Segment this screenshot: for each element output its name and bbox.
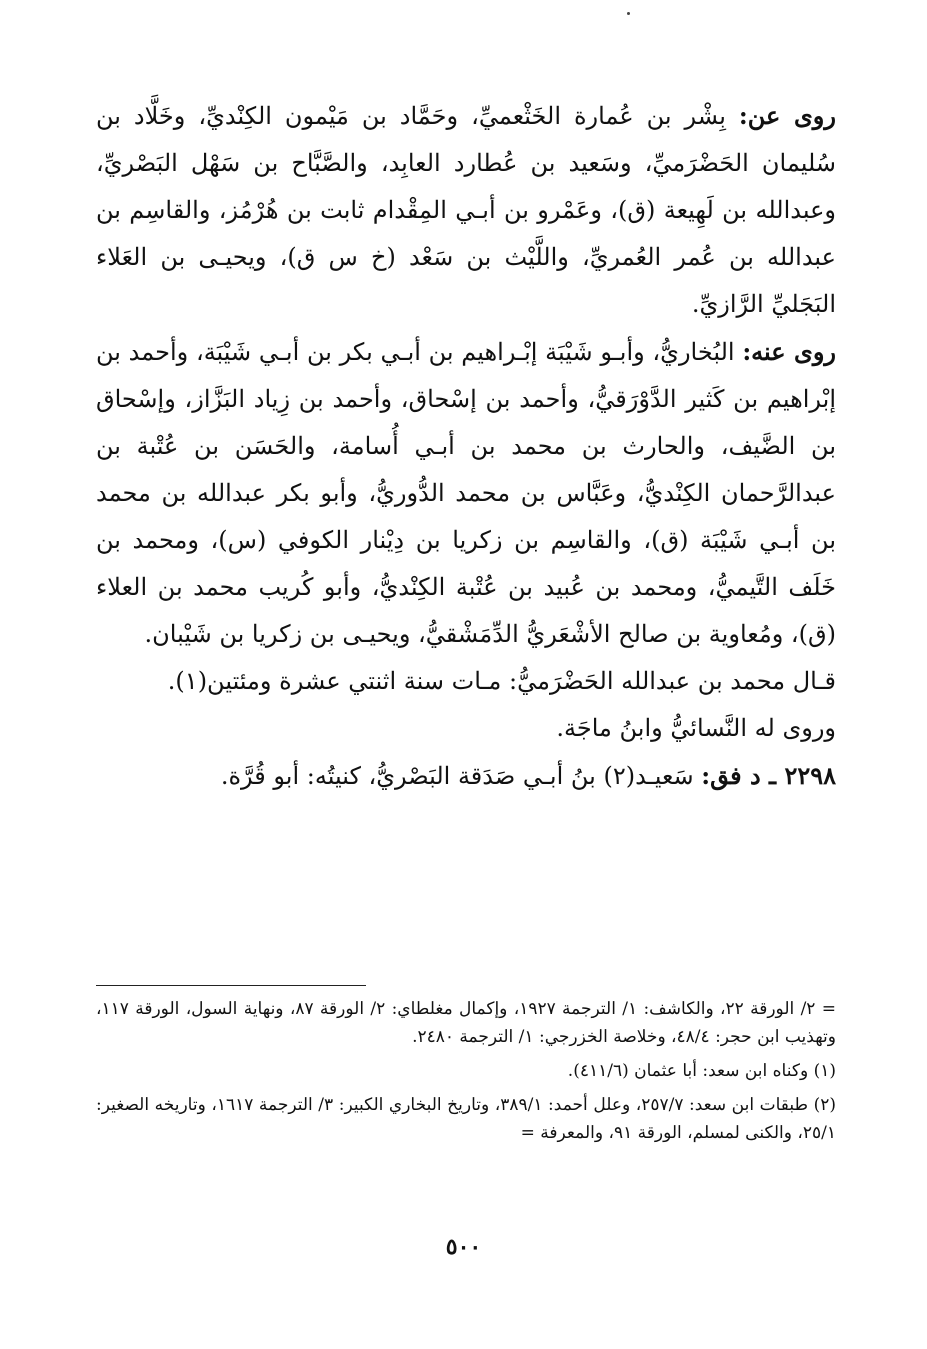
- paragraph-label: روى عنه:: [742, 337, 837, 366]
- paragraph-narrated-from: [96, 92, 836, 328]
- footnote-continued: = ٢/ الورقة ٢٢، والكاشف: ١/ الترجمة ١٩٢٧، وإكمال مغلطاي: ٢/ الورقة ٨٧، ونهاية السول، الورقة ١١٧، وتهذيب ابن حجر: ٤٨/٤، وخلاصة الخزرجي: ١/ الترجمة ٢٤٨٠.: [96, 999, 837, 1047]
- footnote-divider: [96, 985, 366, 986]
- paragraph-narrators: [96, 705, 836, 752]
- paragraph-text: قـال محمد بن عبدالله الحَضْرَميُّ: مـات سنة اثنتي عشرة ومئتين(١).: [167, 667, 836, 695]
- paragraph-text: البُخاريُّ، وأبـو شَيْبَة إبْـراهيم بن أبـي بكر بن أبـي شَيْبَة، وأحمد بن إبْراهيم بن كَثير الدَّوْرَقيُّ، وأحمد بن إسْحاق، وأحمد بن زِياد البَزَّاز، وإسْحاق بن الضَّيف، والحارث بن محمد بن أبـي أُسامة، والحَسَن بن عُتْبة بن عبدالرَّحمان الكِنْديُّ، وعَبَّاس بن محمد الدُّوريُّ، وأبو بكر عبدالله بن محمد بن أبـي شَيْبَة (ق)، والقاسِم بن زكريا بن دِيْنار الكوفي (س)، ومحمد بن خَلَف التَّيميُّ، ومحمد بن عُبيد بن عُتْبة الكِنْديُّ، وأبو كُريب محمد بن العلاء (ق)، ومُعاوية بن صالح الأشْعَريُّ الدِّمَشْقيُّ، ويحيـى بن زكريا بن شَيْبان.: [96, 338, 836, 648]
- paragraph-text: بِشْر بن عُمارة الخَثْعميِّ، وحَمَّاد بن مَيْمون الكِنْديِّ، وخَلَّاد بن سُليمان الحَضْرَميِّ، وسَعيد بن عُطارد العابِد، والصَّبَّاح بن سَهْل البَصْريِّ، وعبدالله بن لَهِيعة (ق)، وعَمْرو بن أبـي المِقْدام ثابت بن هُرْمُز، والقاسِم بن عبدالله بن عُمر العُمريِّ، واللَّيْث بن سَعْد (خ س ق)، ويحيـى بن العَلاء البَجَليِّ الرَّازيِّ.: [96, 102, 836, 318]
- page-number: ٥٠٠: [445, 1234, 482, 1260]
- paragraph-death-note: [96, 658, 836, 705]
- paragraph-text: سَعيـد(٢) بنُ أبـي صَدَقة البَصْريُّ، كنيتُه: أبو قُرَّة.: [220, 762, 702, 790]
- footnote-2: (٢) طبقات ابن سعد: ٢٥٧/٧، وعلل أحمد: ٣٨٩/١، وتاريخ البخاري الكبير: ٣/ الترجمة ١٦١٧، وتاريخه الصغير: ٢٥/١، والكنى لمسلم، الورقة ٩١، والمعرفة =: [96, 1095, 837, 1143]
- paragraph-entry-2298: [96, 752, 836, 800]
- paragraph-label: ٢٢٩٨ ـ د فق:: [701, 761, 836, 790]
- scan-speck: [627, 12, 630, 15]
- paragraph-narrated-by: [96, 328, 836, 658]
- paragraph-label: روى عن:: [738, 101, 836, 130]
- footnote-1: (١) وكناه ابن سعد: أبا عثمان (٤١١/٦).: [567, 1061, 836, 1081]
- main-text: [96, 92, 836, 800]
- paragraph-text: وروى له النَّسائيُّ وابنُ ماجَة.: [556, 714, 836, 742]
- footnotes: [96, 995, 836, 1153]
